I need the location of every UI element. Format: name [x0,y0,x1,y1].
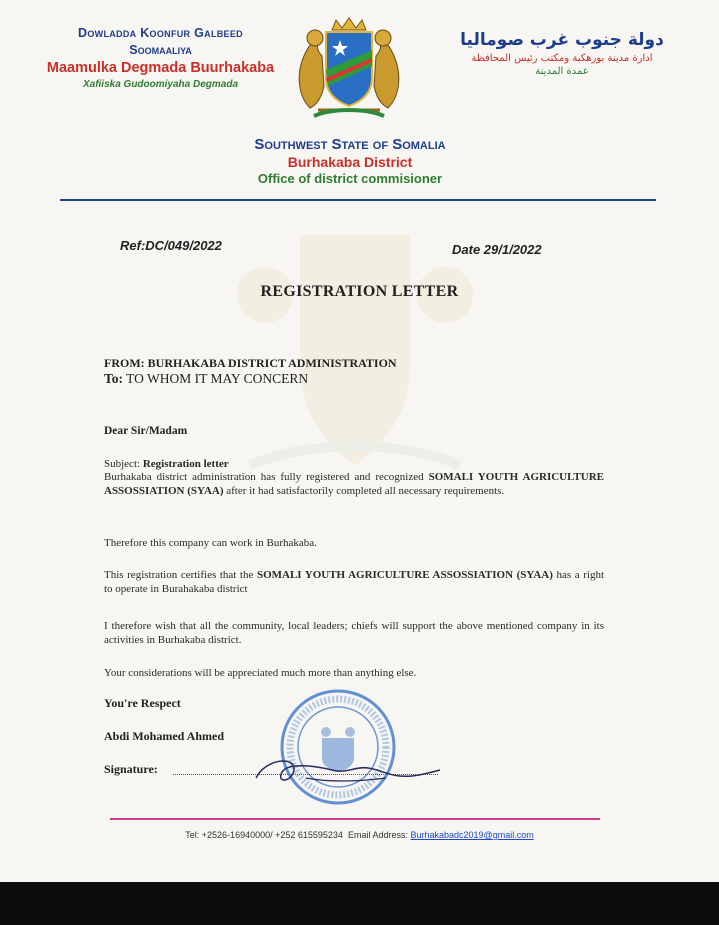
bottom-black-bar [0,882,719,925]
body3-text-b: has a right to operate in Burahakaba district [104,569,604,595]
watermark-emblem-icon [230,215,480,485]
header-left-line1: Dowladda Koonfur Galbeed [78,26,243,40]
footer-contact [0,830,719,840]
signatory-name: Abdi Mohamed Ahmed [104,729,225,743]
reference-number: Ref:DC/049/2022 [120,238,222,253]
header-right-block [432,30,692,77]
body1-text-b: after it had satisfactorily completed all necessary requirements. [226,484,505,497]
to-line [104,371,308,387]
letter-title: REGISTRATION LETTER [260,283,459,300]
header-divider [60,199,656,201]
subject-label: Subject: [104,458,141,470]
body-paragraph-3 [104,569,604,596]
to-prefix: To: [104,371,124,386]
header-left-line4: Xafiiska Gudoomiyaha Degmada [82,79,239,90]
header-left-line3: Maamulka Degmada Buurhakaba [46,60,275,76]
body-paragraph-1 [104,471,604,498]
header-center-block [150,136,550,186]
body3-org-name: SOMALI YOUTH AGRICULTURE ASSOSSIATION (SYAA) [256,569,553,581]
header-center-line2: Burhakaba District [287,154,413,170]
footer-email-label: Email Address: [347,830,408,840]
footer-tel: Tel: +2526-16940000/ +252 615595234 [185,830,343,840]
letter-date: Date 29/1/2022 [452,242,542,257]
header-center-line1: Southwest State of Somalia [254,136,446,153]
header-right-line1: دولة جنوب غرب صوماليا [460,30,664,50]
to-value: TO WHOM IT MAY CONCERN [126,371,309,386]
footer-email-link[interactable]: Burhakabadc2019@gmail.com [410,830,534,840]
body3-text-a: This registration certifies that the [104,569,254,581]
body-paragraph-2: Therefore this company can work in Burhakaba. [104,537,317,549]
subject-line [104,458,604,472]
from-line: FROM: BURHAKABA DISTRICT ADMINISTRATION [104,356,397,370]
header-right-line2: ادارة مدينة بورهكبة ومكتب رئيس المحافظة [471,53,653,64]
body1-text-a: Burhakaba district administration has fully registered and recognized [104,471,424,483]
header-left-line2: Soomaaliya [129,43,192,57]
header-right-line3: عمدة المدينة [535,66,589,77]
header-center-line3: Office of district commisioner [257,171,443,186]
coat-of-arms-icon [288,16,410,124]
header-left-block [28,26,293,90]
salutation: Dear Sir/Madam [104,425,188,437]
footer-divider [110,818,600,820]
subject-value: Registration letter [142,458,229,470]
handwritten-signature [236,748,446,792]
closing: You're Respect [104,696,181,710]
body-paragraph-4: I therefore wish that all the community, local leaders; chiefs will support the above mentioned company in its activities in Burhakaba district. [104,620,604,646]
signature-label: Signature: [104,762,158,776]
body-paragraph-5: Your considerations will be appreciated much more than anything else. [104,667,417,679]
body1-org-name: SOMALI YOUTH AGRICULTURE ASSOSSIATION (SYAA) [104,471,605,497]
